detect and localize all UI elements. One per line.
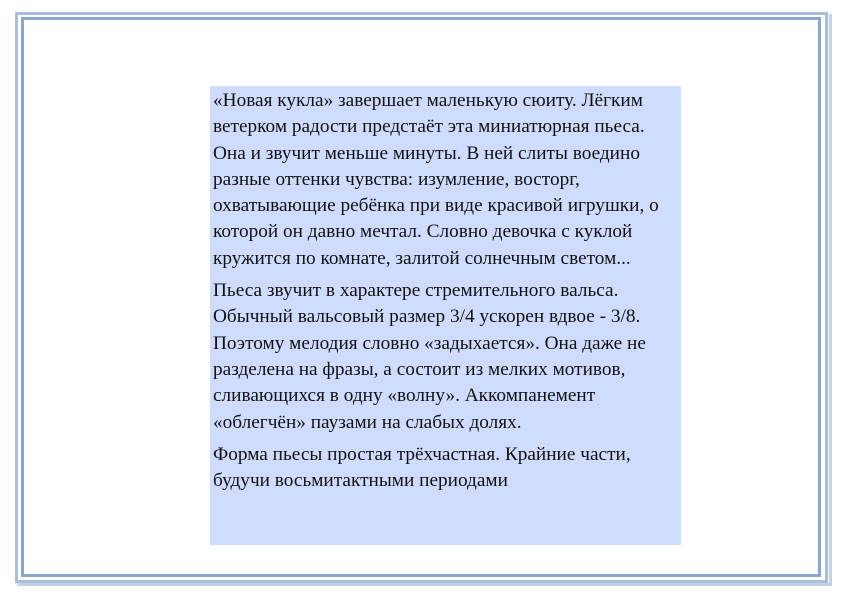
text-block <box>210 86 681 545</box>
frame-shadow-bottom <box>17 583 832 586</box>
paragraph-waltz: Пьеса звучит в характере стремительного вальса. Обычный вальсовый размер 3/4 ускорен вдвое - 3/8. Поэтому мелодия словно «задыхается». Она даже не разделена на фразы, а состоит из мелких мотивов, сливающихся в одну «волну». Аккомпанемент «облегчён» паузами на слабых долях. <box>213 280 646 433</box>
paragraph-form: Форма пьесы простая трёхчастная. Крайние части, будучи восьмитактными периодами <box>213 443 631 492</box>
frame-shadow-right <box>829 14 832 586</box>
paragraph-intro: «Новая кукла» завершает маленькую сюиту. Лёгким ветерком радости предстаёт эта миниатюрная пьеса. Она и звучит меньше минуты. В ней слиты воедино разные оттенки чувства: изумление, восторг, охватывающие ребёнка при виде красивой игрушки, о которой он давно мечтал. Словно девочка с куклой кружится по комнате, залитой солнечным светом... <box>213 90 659 269</box>
